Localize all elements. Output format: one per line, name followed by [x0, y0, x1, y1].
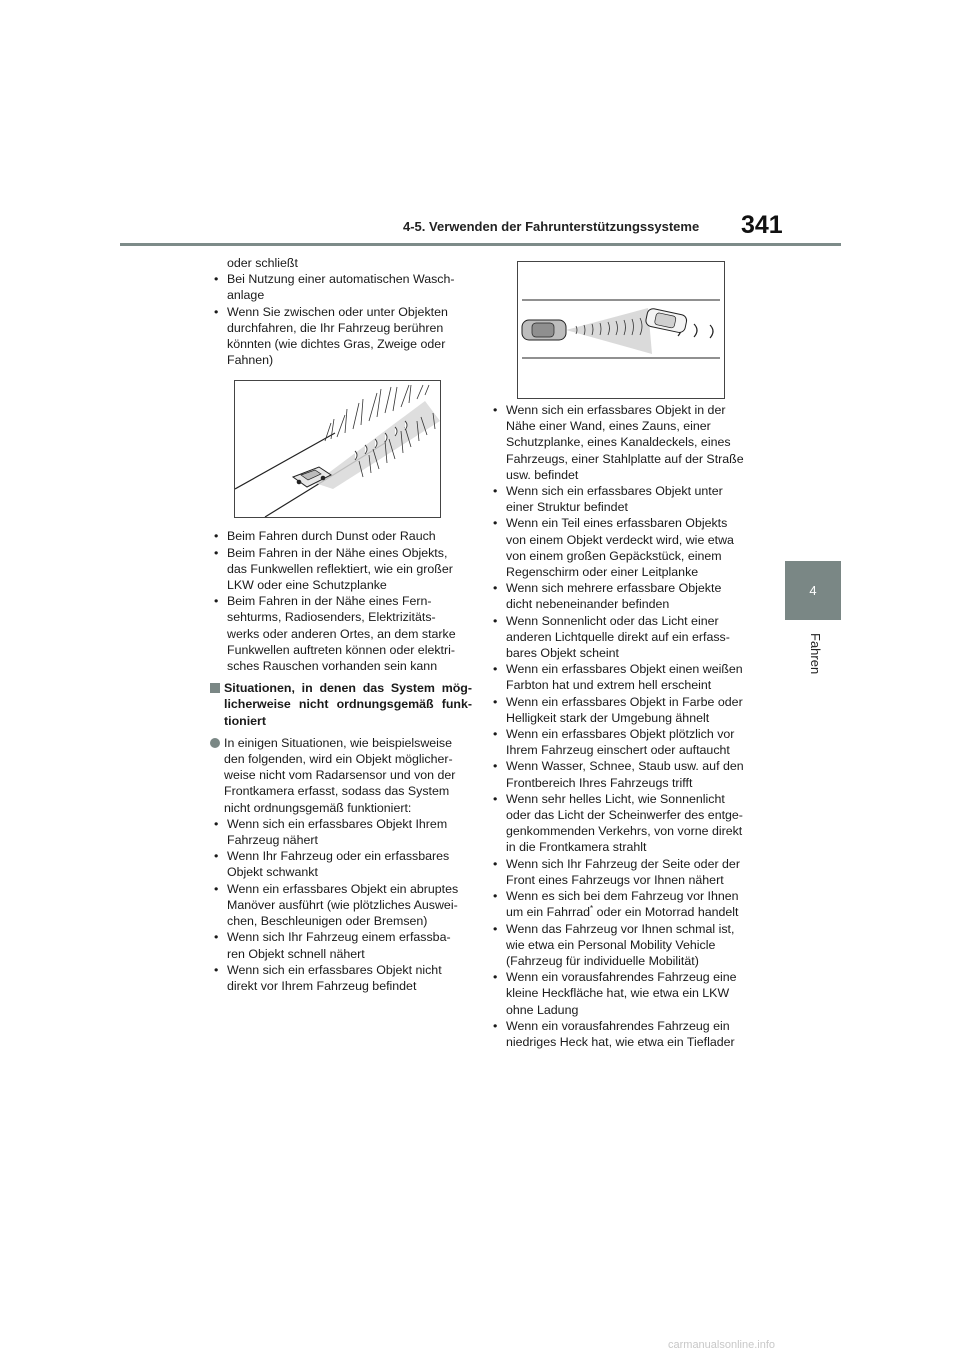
- list-item: • Wenn das Fahrzeug vor Ihnen schmal ist,: [489, 921, 759, 937]
- chapter-tab[interactable]: [785, 561, 841, 620]
- list-item-cont: einer Struktur befindet: [506, 500, 628, 515]
- list-item-cont: oder das Licht der Scheinwerfer des entge-: [506, 808, 743, 823]
- footnote-marker[interactable]: *: [590, 904, 594, 914]
- intro-line: den folgenden, wird ein Objekt möglicher-: [224, 752, 453, 767]
- list-item: • Bei Nutzung einer automatischen Wasch-: [210, 271, 472, 287]
- list-item-cont: Funkwellen auftreten können oder elektri-: [227, 642, 455, 657]
- text-fragment: oder ein Motorrad handelt: [593, 905, 739, 920]
- list-item: • Wenn Sonnenlicht oder das Licht einer: [489, 613, 759, 629]
- list-item-cont: sehturms, Radiosenders, Elektrizitäts-: [227, 610, 436, 625]
- list-item-cont: anderen Lichtquelle direkt auf ein erfass-: [506, 629, 730, 644]
- watermark-url[interactable]: carmanualsonline.info: [668, 1339, 776, 1351]
- section-heading: Situationen, in denen das System mög-licherweise nicht ordnungsgemäß funk-tioniert: [210, 680, 472, 729]
- list-item-cont: sches Rauschen vorhanden sein kann: [227, 659, 438, 674]
- list-item-cont: Farbton hat und extrem hell erscheint: [506, 678, 712, 693]
- list-item-cont: (Fahrzeug für individuelle Mobilität): [506, 953, 699, 968]
- list-item-cont: ren Objekt schnell nähert: [227, 946, 365, 961]
- list-item-cont: in die Frontkamera strahlt: [506, 840, 647, 855]
- intro-line: weise nicht vom Radarsensor und von der: [224, 768, 456, 783]
- illustration-grass-figure: [234, 380, 441, 518]
- lead-car-icon: [645, 308, 688, 334]
- list-item-cont: Fahrzeug nähert: [227, 833, 318, 848]
- list-item: • Wenn sich ein erfassbares Objekt in der: [489, 402, 759, 418]
- list-item-cont: Fahrzeugs, einer Stahlplatte auf der Straße: [506, 451, 744, 466]
- list-item-cont: von einem großen Gepäckstück, einem: [506, 548, 722, 563]
- list-item-cont: könnten (wie dichtes Gras, Zweige oder: [227, 337, 446, 352]
- continuation-text: oder schließt: [227, 256, 298, 270]
- list-item: • Wenn sich ein erfassbares Objekt nicht: [210, 962, 472, 978]
- list-item: • Wenn ein erfassbares Objekt plötzlich vor: [489, 726, 759, 742]
- chapter-number: 4: [809, 583, 817, 598]
- chapter-label: Fahren: [808, 633, 823, 675]
- list-item-cont: durchfahren, die Ihr Fahrzeug berühren: [227, 320, 444, 335]
- list-item: • Wenn ein vorausfahrendes Fahrzeug ein: [489, 1018, 759, 1034]
- list-item-cont: Ihrem Fahrzeug einschert oder auftaucht: [506, 743, 730, 758]
- list-item-cont: Front eines Fahrzeugs vor Ihnen nähert: [506, 872, 724, 887]
- list-item: • Wenn sich ein erfassbares Objekt unter: [489, 483, 759, 499]
- header-rule: [120, 243, 841, 246]
- list-item-cont: chen, Beschleunigen oder Bremsen): [227, 914, 428, 929]
- running-header: 4-5. Verwenden der Fahrunterstützungssysteme: [403, 219, 700, 234]
- intro-line: nicht ordnungsgemäß funktioniert:: [224, 800, 412, 815]
- list-item: • Wenn ein vorausfahrendes Fahrzeug eine: [489, 969, 759, 985]
- list-item-cont: dicht nebeneinander befinden: [506, 597, 670, 612]
- list-item: • Wenn Sie zwischen oder unter Objekten: [210, 304, 472, 320]
- list-item-cont: wie etwa ein Personal Mobility Vehicle: [506, 937, 716, 952]
- list-item: • Wenn sich Ihr Fahrzeug einem erfassba-: [210, 929, 472, 945]
- list-item: • Wenn sehr helles Licht, wie Sonnenlicht: [489, 791, 759, 807]
- list-item-cont: Nähe einer Wand, eines Zauns, einer: [506, 419, 711, 434]
- ego-car-icon: [522, 320, 566, 340]
- list-item: • Beim Fahren in der Nähe eines Objekts,: [210, 545, 472, 561]
- list-item: • Wenn sich mehrere erfassbare Objekte: [489, 580, 759, 596]
- list-item-cont: usw. befindet: [506, 467, 579, 482]
- list-item: • Wenn ein erfassbares Objekt einen weißen: [489, 661, 759, 677]
- list-item: • Wenn ein erfassbares Objekt in Farbe oder: [489, 694, 759, 710]
- list-item-cont: Frontbereich Ihres Fahrzeugs trifft: [506, 775, 693, 790]
- list-item: • Wenn ein erfassbares Objekt ein abruptes: [210, 881, 472, 897]
- intro-line: In einigen Situationen, wie beispielsweise: [224, 735, 452, 750]
- list-item-cont: direkt vor Ihrem Fahrzeug befindet: [227, 978, 417, 993]
- list-item: • Wenn Wasser, Schnee, Staub usw. auf den: [489, 758, 759, 774]
- list-item-cont: [489, 904, 759, 920]
- list-item-cont: werks oder anderen Ortes, an dem starke: [227, 626, 456, 641]
- list-item-cont: anlage: [227, 288, 265, 303]
- intro-paragraph: [210, 735, 472, 816]
- list-item-cont: niedriges Heck hat, wie etwa ein Tieflader: [506, 1034, 735, 1049]
- list-item: • Wenn Ihr Fahrzeug oder ein erfassbares: [210, 848, 472, 864]
- left-column: [210, 255, 472, 994]
- list-item-cont: von einem Objekt verdeckt wird, wie etwa: [506, 532, 734, 547]
- list-item-cont: Manöver ausführt (wie plötzliches Auswei-: [227, 897, 458, 912]
- text-fragment: um ein Fahrrad: [506, 905, 591, 920]
- list-item-cont: genkommenden Verkehrs, von vorne direkt: [506, 824, 743, 839]
- list-item: • Wenn ein Teil eines erfassbaren Objekts: [489, 515, 759, 531]
- grass-road-illustration: [235, 381, 440, 517]
- list-item-cont: Schutzplanke, eines Kanaldeckels, eines: [506, 435, 731, 450]
- list-item-cont: das Funkwellen reflektiert, wie ein großer: [227, 561, 453, 576]
- list-item: • Wenn sich Ihr Fahrzeug der Seite oder der: [489, 856, 759, 872]
- list-item-cont: LKW oder eine Schutzplanke: [227, 578, 387, 593]
- illustration-curve-figure: [517, 261, 725, 399]
- radar-curve-illustration: [518, 262, 724, 398]
- list-item-cont: ohne Ladung: [506, 1002, 579, 1017]
- list-item: • Beim Fahren in der Nähe eines Fern-: [210, 593, 472, 609]
- list-item-cont: Fahnen): [227, 353, 274, 368]
- page-number: 341: [741, 211, 783, 239]
- list-item-cont: kleine Heckfläche hat, wie etwa ein LKW: [506, 986, 730, 1001]
- right-column: [489, 402, 759, 1050]
- list-item-cont: Helligkeit stark der Umgebung ähnelt: [506, 710, 710, 725]
- list-item-cont: Regenschirm oder einer Leitplanke: [506, 565, 699, 580]
- list-item: • Wenn sich ein erfassbares Objekt Ihrem: [210, 816, 472, 832]
- list-item: • Wenn es sich bei dem Fahrzeug vor Ihnen: [489, 888, 759, 904]
- list-item: • Beim Fahren durch Dunst oder Rauch: [210, 528, 472, 544]
- intro-line: Frontkamera erfasst, sodass das System: [224, 784, 450, 799]
- list-item-cont: Objekt schwankt: [227, 865, 318, 880]
- list-item-cont: bares Objekt scheint: [506, 646, 619, 661]
